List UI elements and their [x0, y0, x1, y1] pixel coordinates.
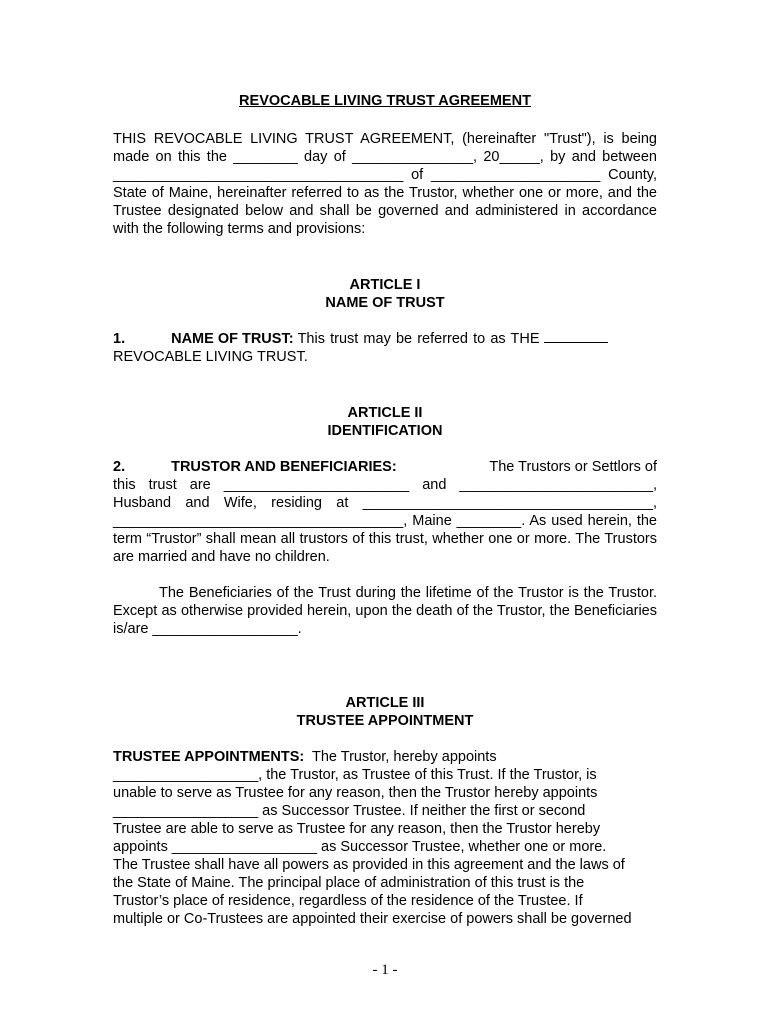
article-3-line-5: appoints __________________ as Successor Trustee, whether one or more.: [113, 839, 607, 855]
section-1-text-b: REVOCABLE LIVING TRUST.: [113, 349, 308, 365]
trust-name-blank: [544, 330, 608, 343]
document-page: [113, 92, 657, 928]
section-1-number: 1.: [113, 331, 126, 347]
article-3-line-7: the State of Maine. The principal place of administration of this trust is the: [113, 875, 585, 891]
intro-paragraph: THIS REVOCABLE LIVING TRUST AGREEMENT, (hereinafter "Trust"), is being made on this the ________ day of _______________, 20_____, by and between ____________________________________ of _____________________ County, State of Maine, hereinafter referred to as the Trustor, whether one or more, and the Trustee designated below and shall be governed and administered in accordance with the following terms and provisions:: [113, 131, 657, 237]
section-2-head-line: [113, 458, 657, 476]
section-2-number: 2.: [113, 459, 126, 475]
article-2-subheading: IDENTIFICATION: [327, 423, 443, 439]
article-1-heading: ARTICLE I: [349, 277, 421, 293]
section-3-lead: TRUSTEE APPOINTMENTS:: [113, 749, 305, 765]
article-1-section: [113, 330, 657, 366]
section-2-text: this trust are _______________________ and ________________________, Husband and Wife, residing at ____________________________________, ____________________________________, Maine ________. As used herein, the term “Trustor” shall mean all trustors of this trust, whether one or more. The Trustors are married and have no children.: [113, 477, 657, 565]
article-3-subheading: TRUSTEE APPOINTMENT: [296, 713, 474, 729]
article-3-section: [113, 748, 657, 928]
document-title: REVOCABLE LIVING TRUST AGREEMENT: [239, 93, 531, 109]
section-1-text-a: This trust may be referred to as THE: [297, 331, 540, 347]
article-3-line-text-0: The Trustor, hereby appoints: [312, 749, 497, 765]
page-number: - 1 -: [372, 962, 398, 978]
section-1-title: NAME OF TRUST:: [171, 331, 294, 347]
article-2-heading: ARTICLE II: [347, 405, 423, 421]
article-3-line-3: __________________ as Successor Trustee. If neither the first or second: [113, 803, 586, 819]
article-3-heading: ARTICLE III: [345, 695, 425, 711]
article-3-line-6: The Trustee shall have all powers as provided in this agreement and the laws of: [113, 857, 625, 873]
article-3-line-8: Trustor’s place of residence, regardless of the residence of the Trustee. If: [113, 893, 583, 909]
article-1-subheading: NAME OF TRUST: [325, 295, 445, 311]
article-2-section: [113, 458, 657, 566]
article-3-line-4: Trustee are able to serve as Trustee for any reason, then the Trustor hereby: [113, 821, 601, 837]
article-3-line-0: [113, 748, 657, 766]
article-3-line-2: unable to serve as Trustee for any reason, then the Trustor hereby appoints: [113, 785, 598, 801]
article-3-line-1: __________________, the Trustor, as Trustee of this Trust. If the Trustor, is: [113, 767, 597, 783]
section-2-lead: The Trustors or Settlors of: [489, 459, 657, 475]
section-2-title: TRUSTOR AND BENEFICIARIES:: [171, 459, 397, 475]
article-3-line-9: multiple or Co-Trustees are appointed their exercise of powers shall be governed: [113, 911, 632, 927]
beneficiaries-paragraph: The Beneficiaries of the Trust during the lifetime of the Trustor is the Trustor. Except as otherwise provided herein, upon the death of the Trustor, the Beneficiaries is/are __________________.: [113, 585, 657, 637]
